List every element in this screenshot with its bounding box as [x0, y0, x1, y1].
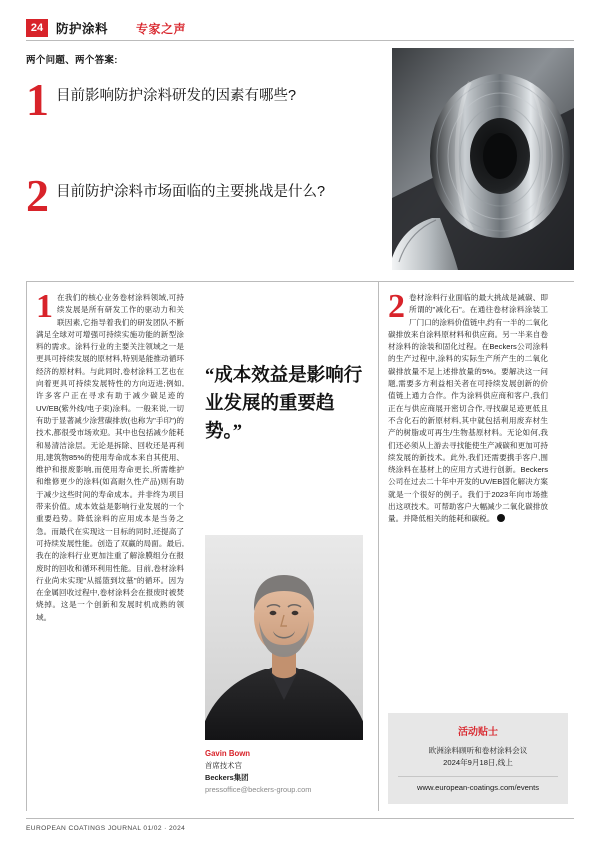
end-mark-icon	[497, 514, 505, 522]
question-text-2: 目前防护涂料市场面临的主要挑战是什么?	[56, 184, 326, 200]
answer-column-1	[36, 288, 184, 624]
hero-coil-image	[392, 48, 574, 270]
event-tip-line-2: 2024年9月18日,线上	[443, 758, 513, 768]
author-company: Beckers集团	[205, 773, 249, 783]
column-divider-left	[26, 281, 27, 811]
question-text-1: 目前影响防护涂料研发的因素有哪些?	[56, 88, 297, 104]
answer-2-text: 卷材涂料行业面临的最大挑战是减碳、即所谓的"减化石"。在通往卷材涂料涂装工厂门口的涂料价值链中,约有一半的二氧化碳排放来自涂料原材料和供应商。另一半来自卷材涂料的涂装和固化过程。在Beckers公司涂料的生产过程中,涂料的实际生产所产生的二氧化碳排放量不足上述排放量的5%。要解决这一问题,需要多方利益相关者在可持续发展创新的价值链上通力合作。作为涂料供应商和客户,我们正在与供应商展开密切合作,寻找碳足迹更低且不含化石的新原材料,其中就包括利用废弃材生产的树脂或可再生/生物基原材料。无论如何,我们还必须从上游去寻找能使生产减碳和更加可持续发展的新技术。此外,我们还需要携手客户,围绕涂料在基材上的应用方式进行创新。Beckers公司在过去二十年中开发的UV/EB固化解决方案就是一个很好的例子。我们于2023年向市场推出这项技术。可帮助客户大幅减少二氧化碳排放量。并降低相关的能耗和碳税。	[388, 293, 548, 524]
event-tip-box	[388, 713, 568, 804]
page-number: 24	[26, 19, 48, 37]
author-portrait	[205, 535, 363, 740]
question-number-2: 2	[26, 170, 49, 221]
intro-kicker: 两个问题、两个答案:	[26, 55, 118, 66]
event-tip-line-1: 欧洲涂料顾听和卷材涂料会议	[428, 746, 528, 755]
answer-2-dropcap: 2	[388, 288, 405, 325]
header-section-title: 防护涂料	[56, 22, 109, 36]
event-tip-title: 活动贴士	[458, 727, 498, 738]
portrait-illustration	[205, 535, 363, 740]
answer-column-2	[388, 288, 548, 526]
header-rubric: 专家之声	[136, 21, 187, 36]
author-byline	[205, 748, 370, 796]
header-divider	[26, 40, 574, 41]
author-email[interactable]: pressoffice@beckers-group.com	[205, 785, 312, 795]
column-divider-right	[378, 281, 379, 811]
metal-coil-illustration	[392, 48, 574, 270]
author-role: 首席技术官	[205, 761, 242, 771]
footer-divider	[26, 818, 574, 819]
question-item-1	[26, 74, 371, 125]
event-tip-link[interactable]: www.european-coatings.com/events	[398, 776, 558, 792]
pull-quote: “成本效益是影响行业发展的重要趋势。”	[205, 366, 363, 442]
question-number-1: 1	[26, 74, 49, 125]
content-divider	[26, 281, 574, 282]
page-header	[26, 18, 574, 38]
footer-publication-info: EUROPEAN COATINGS JOURNAL 01/02 · 2024	[26, 825, 186, 832]
answer-1-dropcap: 1	[36, 288, 53, 325]
question-item-2	[26, 170, 371, 221]
answer-1-text: 在我们的核心业务卷材涂料领域,可持续发展是所有研发工作的驱动力和关联因素,它指导着我们的研发团队不断满足全球对可增强可持续实施功能的新型涂料的需求。涂料行业的主要关注领域之一是更具可持续发展的原材料,特别是能推动循环经济的原材料。与此同时,卷材涂料工艺也在向着更具可持续发展特性的方向迈进;例如,许多客户正在寻求有助于减少碳足迹的UV/EB(紫外线/电子束)涂料。一般来说,一切有助于显著减少涂营碳排放(也称为"手印")的技术,都很受市场欢迎。其中也包括减少能耗和易清洁涂层。无论是拆除、回收还是再利用,建筑物85%的使用寿命成本来自其使用、维护和报废影响,而使用寿命更长,所需维护和维修更少的涂料(如高耐久性产品)则有助于减少这些时间的寿命成本。并非终为项目带来价值。成本效益是影响行业发展的一个重要趋势。降低涂料的应用成本是当务之急。而最代在实现这一目标的同时,还提高了可持续发展性能。创造了双赢的局面。最后,我在的涂料行业更加注重了解涂膜组分在报废时的回收和循环利用性能。目前,卷材涂料行业尚未实现"从摇篮到坟墓"的循环。因为在金属回收过程中,卷材涂料会在报废时被焚烧掉。这是一个创新和发展时机成熟的领域。	[36, 293, 184, 622]
author-name: Gavin Bown	[205, 749, 251, 758]
